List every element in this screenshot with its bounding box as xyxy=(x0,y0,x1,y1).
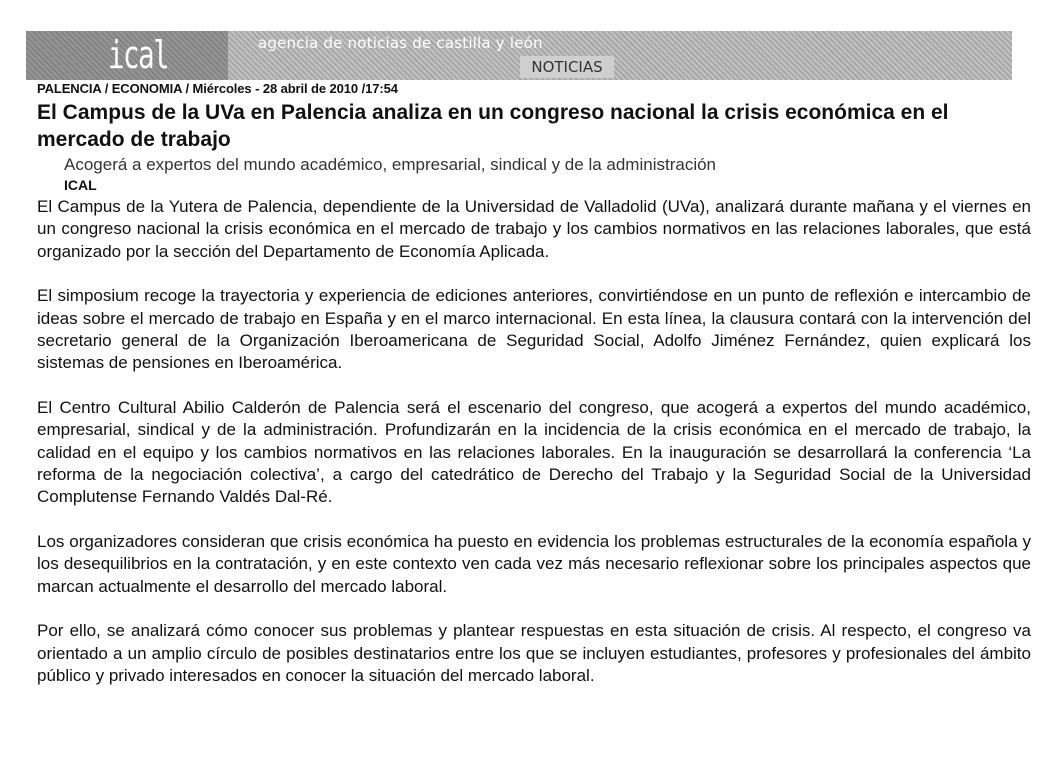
paragraph: Los organizadores consideran que crisis económica ha puesto en evidencia los problemas estructurales de la economía española y los desequilibrios en la contratación, y en este contexto ven cada vez más necesario reflexionar sobre los principales aspectos que marcan actualmente el desarrollo del mercado laboral. xyxy=(37,531,1031,596)
headline: El Campus de la UVa en Palencia analiza en un congreso nacional la crisis económica en el mercado de trabajo xyxy=(37,101,949,151)
paragraph: El simposium recoge la trayectoria y experiencia de ediciones anteriores, convirtiéndose en un punto de reflexión e intercambio de ideas sobre el mercado de trabajo en España y en el marco internacional. En esta línea, la clausura contará con la intervención del secretario general de la Organización Iberoamericana de Seguridad Social, Adolfo Jiménez Fernández, quien explicará los sistemas de pensiones en Iberoamérica. xyxy=(37,286,1031,373)
byline: ICAL xyxy=(64,177,97,193)
agency-name: agencia de noticias de castilla y león xyxy=(258,34,543,52)
subtitle: Acogerá a expertos del mundo académico, empresarial, sindical y de la administración xyxy=(64,155,717,174)
agency-banner xyxy=(26,31,1012,80)
paragraph: Por ello, se analizará cómo conocer sus problemas y plantear respuestas en esta situación de crisis. Al respecto, el congreso va orientado a un amplio círculo de posibles destinatarios entre los que se incluyen estudiantes, profesores y profesionales del ámbito público y privado interesados en conocer la situación del mercado laboral. xyxy=(37,621,1031,685)
article-body xyxy=(37,196,1031,709)
dateline: PALENCIA / ECONOMIA / Miércoles - 28 abril de 2010 /17:54 xyxy=(37,81,398,96)
ical-logo: ical xyxy=(108,33,169,77)
section-label: NOTICIAS xyxy=(520,56,614,78)
paragraph: El Centro Cultural Abilio Calderón de Palencia será el escenario del congreso, que acogerá a expertos del mundo académico, empresarial, sindical y de la administración. Profundizarán en la incidencia de la crisis económica en el mercado de trabajo, la calidad en el equipo y los cambios normativos en las relaciones laborales. En la inauguración se desarrollará la conferencia ‘La reforma de la negociación colectiva’, a cargo del catedrático de Derecho del Trabajo y la Seguridad Social de la Universidad Complutense Fernando Valdés Dal-Ré. xyxy=(37,397,1031,507)
paragraph: El Campus de la Yutera de Palencia, dependiente de la Universidad de Valladolid (UVa), analizará durante mañana y el viernes en un congreso nacional la crisis económica en el mercado de trabajo y los cambios normativos en las relaciones laborales, que está organizado por la sección del Departamento de Economía Aplicada. xyxy=(37,197,1031,261)
